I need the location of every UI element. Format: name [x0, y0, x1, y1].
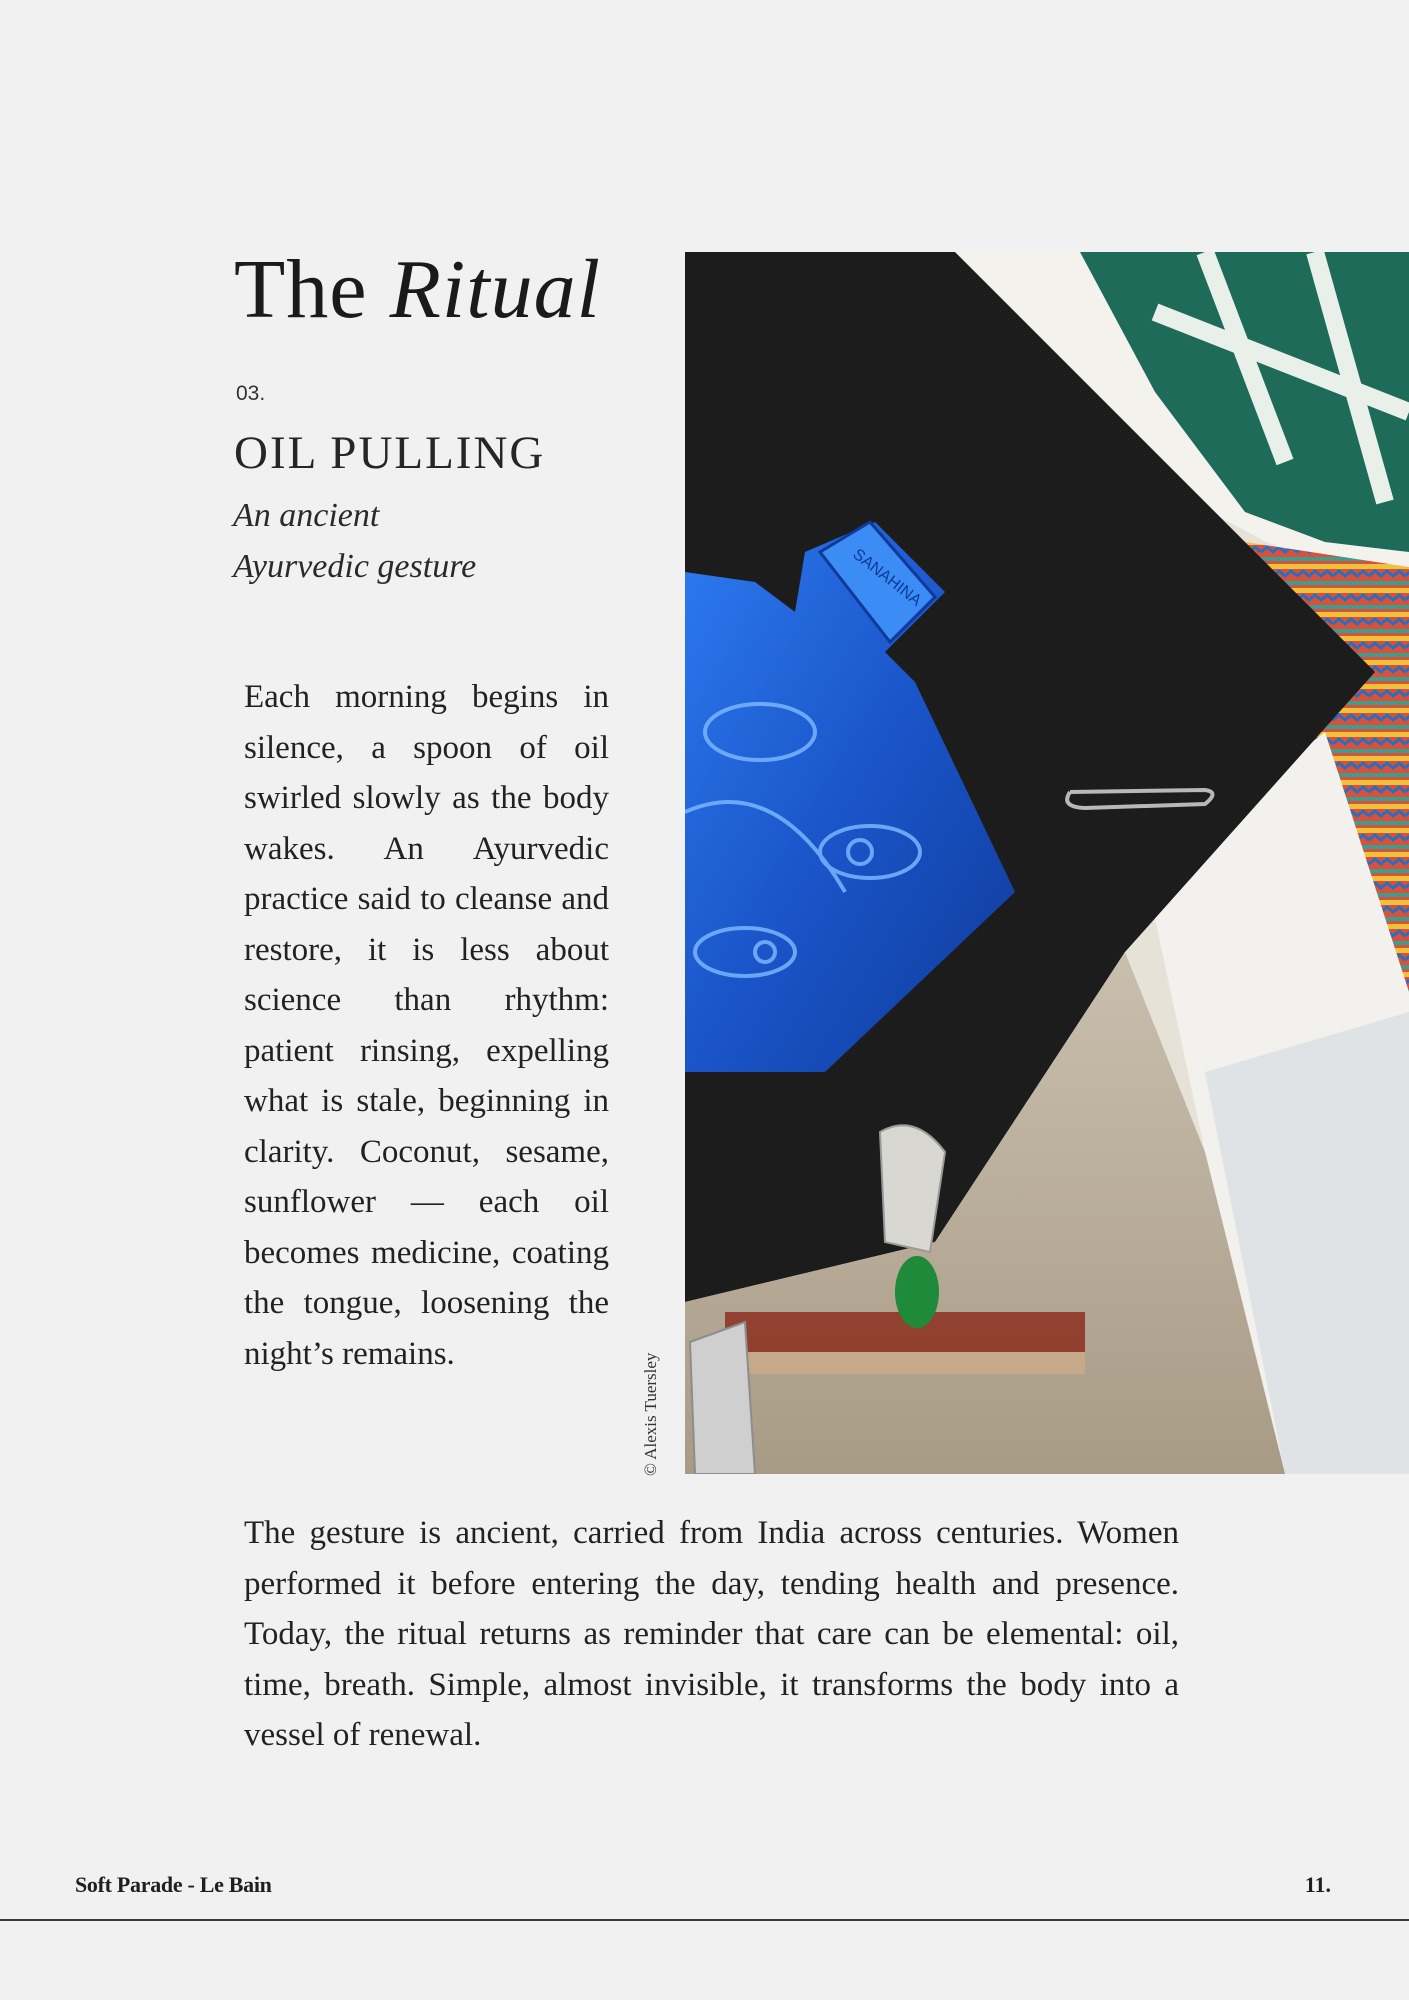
subtitle-line-1: An ancient [233, 497, 380, 534]
section-number: 03. [236, 382, 266, 405]
footer-publication: Soft Parade - Le Bain [75, 1872, 272, 1897]
subtitle-line-2: Ayurvedic gesture [233, 548, 477, 585]
footer-divider [0, 1919, 1409, 1921]
section-heading: OIL PULLING [234, 427, 546, 479]
title-plain: The [234, 243, 368, 336]
article-photo [685, 252, 1409, 1474]
article-paragraph-1: Each morning begins in silence, a spoon of oil swirled slowly as the body wakes. An Ayurvedic practice said to cleanse and restore, it is less about science than rhythm: patient rinsing, expelling what is stale, beginning in clarity. Coconut, sesame, sunflower — each oil becomes medicine, coating the tongue, loosening the night’s remains. [244, 679, 609, 1372]
page-number: 11. [1304, 1872, 1331, 1897]
article-paragraph-2: The gesture is ancient, carried from India across centuries. Women performed it before entering the day, tending health and presence. Today, the ritual returns as reminder that care can be elemental: oil, time, breath. Simple, almost invisible, it transforms the body into a vessel of renewal. [244, 1515, 1179, 1753]
photo-credit: © Alexis Tuersley [641, 1352, 660, 1476]
page-title [234, 243, 601, 336]
title-italic: Ritual [389, 243, 601, 336]
bottle-label: SANAHINA [849, 545, 925, 610]
section-subtitle [233, 490, 476, 592]
